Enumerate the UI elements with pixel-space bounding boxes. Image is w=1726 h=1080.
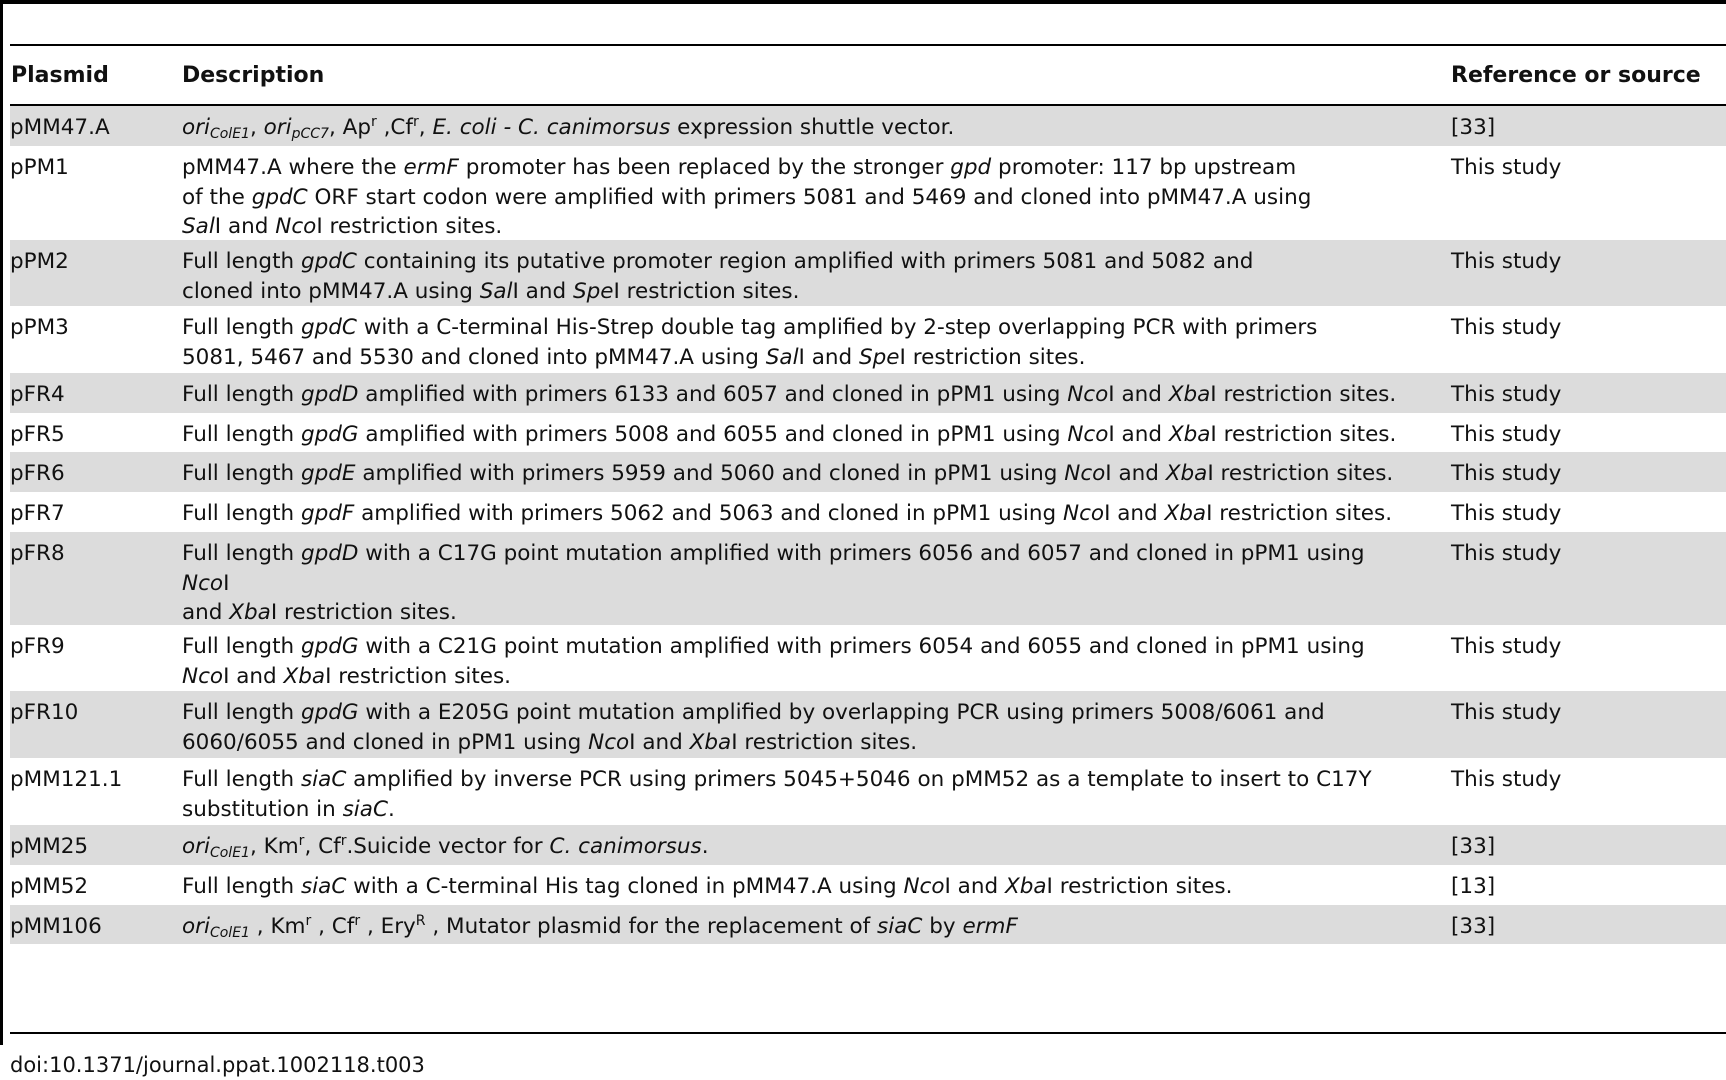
description-segment: gpdG: [300, 422, 359, 447]
description-segment: Xba: [229, 600, 271, 625]
description-segment: with a C17G point mutation amplified with primers 6056 and 6057 and cloned in pPM1 using: [358, 541, 1365, 566]
description-segment: gpdF: [300, 501, 355, 526]
plasmid-cell: pFR8: [10, 541, 65, 566]
description-segment: I and: [944, 874, 1005, 899]
description-line: [182, 912, 1018, 942]
reference-cell: This study: [1451, 382, 1562, 407]
description-segment: ,: [418, 115, 433, 140]
description-segment: Full length: [182, 249, 301, 274]
description-segment: containing its putative promoter region amplified with primers 5081 and 5082 and: [356, 249, 1254, 274]
plasmid-cell: pFR4: [10, 382, 65, 407]
description-segment: I: [223, 570, 230, 596]
description-segment: Full length: [182, 501, 301, 526]
description-segment: Nco: [588, 729, 630, 755]
description-line: [182, 872, 1232, 902]
description-segment: with a C-terminal His-Strep double tag amplified by 2-step overlapping PCR with primers: [356, 315, 1318, 340]
header-top-rule: [10, 44, 1726, 46]
description-segment: with a E205G point mutation amplified by overlapping PCR using primers 5008/6061 and: [358, 700, 1325, 725]
reference-cell: This study: [1451, 634, 1562, 659]
description-segment: siaC: [300, 874, 347, 899]
reference-cell: [33]: [1451, 834, 1496, 859]
description-segment: pCC7: [291, 126, 329, 142]
reference-cell: [33]: [1451, 115, 1496, 140]
description-line: [182, 598, 1365, 628]
doi-footer: doi:10.1371/journal.ppat.1002118.t003: [10, 1053, 425, 1077]
description-segment: I restriction sites.: [1210, 382, 1397, 407]
description-segment: gpdC: [300, 249, 357, 274]
description-segment: I restriction sites.: [1207, 461, 1394, 486]
description-cell: [182, 539, 1365, 628]
description-segment: Nco: [903, 874, 945, 899]
description-segment: , Ery: [360, 914, 416, 939]
plasmid-cell: pFR7: [10, 501, 65, 526]
description-cell: [182, 420, 1396, 450]
description-segment: I and: [1108, 422, 1169, 447]
description-segment: gpdD: [300, 382, 359, 407]
description-segment: , Cf: [311, 914, 355, 939]
description-segment: ORF start codon were amplified with primers 5081 and 5469 and cloned into pMM47.A using: [307, 184, 1312, 210]
reference-cell: This study: [1451, 155, 1562, 180]
description-segment: pMM47.A where the: [182, 155, 404, 180]
description-segment: Full length: [182, 315, 301, 340]
description-line: [182, 832, 709, 862]
plasmid-cell: pMM52: [10, 874, 89, 899]
table-row: [10, 306, 1726, 373]
description-segment: r: [305, 913, 312, 929]
description-line: [182, 632, 1365, 662]
description-segment: ColE1: [209, 126, 250, 142]
description-segment: with a C-terminal His tag cloned in pMM47.A using: [346, 874, 904, 899]
description-segment: gpdC: [300, 315, 357, 340]
description-segment: E. coli - C. canimorsus: [432, 115, 671, 140]
table-row: [10, 825, 1726, 865]
description-segment: by: [922, 914, 963, 939]
description-cell: [182, 153, 1311, 242]
reference-cell: [13]: [1451, 874, 1496, 899]
description-segment: Sal: [765, 344, 799, 370]
description-segment: ColE1: [209, 925, 250, 941]
description-segment: Nco: [182, 570, 224, 596]
description-segment: siaC: [300, 767, 347, 792]
description-segment: ori: [263, 115, 292, 140]
reference-cell: This study: [1451, 249, 1562, 274]
description-segment: and: [182, 600, 230, 625]
description-cell: [182, 912, 1018, 942]
description-segment: ori: [182, 834, 210, 859]
description-line: [182, 380, 1396, 410]
description-segment: Spe: [572, 278, 614, 304]
description-segment: , Km: [249, 834, 299, 859]
table-row: [10, 532, 1726, 625]
description-segment: I and: [629, 729, 690, 755]
table-bottom-rule: [10, 1032, 1726, 1034]
description-segment: r: [298, 833, 305, 849]
plasmid-cell: pFR10: [10, 700, 79, 725]
description-segment: I and: [1104, 501, 1165, 526]
description-segment: r: [340, 833, 347, 849]
table-row: [10, 373, 1726, 413]
table-row: [10, 691, 1726, 758]
plasmid-cell: pMM25: [10, 834, 89, 859]
plasmid-cell: pMM106: [10, 914, 102, 939]
description-segment: I restriction sites.: [325, 663, 512, 689]
left-border: [0, 0, 3, 1045]
reference-cell: [33]: [1451, 914, 1496, 939]
plasmid-cell: pFR5: [10, 422, 65, 447]
description-segment: gpdE: [300, 461, 356, 486]
description-segment: R: [415, 913, 426, 929]
description-segment: , Cf: [304, 834, 341, 859]
table-body: [10, 106, 1726, 944]
description-segment: siaC: [877, 914, 923, 939]
description-cell: [182, 380, 1396, 410]
reference-cell: This study: [1451, 501, 1562, 526]
description-segment: I restriction sites.: [270, 600, 457, 625]
description-segment: .: [701, 834, 709, 859]
plasmid-cell: pMM121.1: [10, 767, 123, 792]
top-rule: [0, 0, 1726, 4]
description-cell: [182, 632, 1365, 691]
description-segment: expression shuttle vector.: [670, 115, 955, 140]
description-cell: [182, 459, 1393, 489]
reference-cell: This study: [1451, 700, 1562, 725]
description-segment: Full length: [182, 461, 301, 486]
description-segment: siaC: [342, 796, 388, 822]
table-row: [10, 492, 1726, 532]
plasmid-cell: pPM1: [10, 155, 69, 180]
description-segment: Xba: [1168, 382, 1211, 407]
description-segment: Nco: [1067, 422, 1109, 447]
description-segment: Nco: [182, 663, 224, 689]
description-segment: Sal: [182, 214, 215, 239]
description-line: [182, 662, 1365, 692]
description-segment: .Suicide vector for: [346, 834, 550, 859]
table-row: [10, 865, 1726, 905]
table-row: [10, 905, 1726, 944]
description-segment: Full length: [182, 634, 301, 659]
description-segment: r: [413, 114, 419, 130]
description-line: [182, 459, 1393, 489]
table-row: [10, 452, 1726, 492]
description-segment: 5081, 5467 and 5530 and cloned into pMM47.A using: [182, 344, 766, 370]
table-row: [10, 106, 1726, 146]
description-segment: r: [370, 114, 377, 130]
description-segment: amplified with primers 5062 and 5063 and cloned in pPM1 using: [354, 501, 1064, 526]
description-segment: , Km: [249, 914, 306, 939]
description-segment: I restriction sites.: [899, 344, 1086, 370]
description-cell: [182, 313, 1317, 372]
description-line: [182, 313, 1317, 343]
description-segment: , Ap: [328, 115, 371, 140]
description-segment: Xba: [283, 663, 326, 689]
header-reference: Reference or source: [1451, 63, 1701, 88]
description-segment: gpdG: [300, 634, 359, 659]
description-cell: [182, 872, 1232, 902]
description-segment: Full length: [182, 767, 301, 792]
description-segment: amplified with primers 5959 and 5060 and cloned in pPM1 using: [355, 461, 1065, 486]
description-segment: promoter has been replaced by the stronger: [458, 155, 951, 180]
header-description: Description: [182, 63, 325, 88]
description-segment: C. canimorsus: [549, 834, 702, 859]
description-line: [182, 212, 1311, 242]
description-segment: I restriction sites.: [731, 729, 918, 755]
description-segment: Xba: [1165, 461, 1208, 486]
description-segment: Nco: [275, 214, 317, 239]
description-segment: I and: [798, 344, 860, 370]
description-segment: ori: [182, 914, 210, 939]
description-segment: ermF: [962, 914, 1018, 939]
description-line: [182, 569, 1365, 599]
description-segment: ,: [249, 115, 264, 140]
description-line: [182, 728, 1325, 758]
description-segment: ori: [182, 115, 210, 140]
reference-cell: This study: [1451, 767, 1562, 792]
description-segment: Nco: [1067, 382, 1109, 407]
description-segment: substitution in: [182, 796, 343, 822]
description-line: [182, 343, 1317, 373]
description-segment: I restriction sites.: [1046, 874, 1233, 899]
description-segment: gpd: [950, 155, 992, 180]
description-line: [182, 420, 1396, 450]
table-row: [10, 240, 1726, 306]
description-segment: I and: [223, 663, 284, 689]
description-segment: ,Cf: [376, 115, 413, 140]
description-segment: ColE1: [209, 845, 250, 861]
reference-cell: This study: [1451, 461, 1562, 486]
description-segment: Xba: [1168, 422, 1211, 447]
description-cell: [182, 698, 1325, 757]
description-segment: Full length: [182, 541, 301, 566]
plasmid-cell: pPM2: [10, 249, 69, 274]
description-cell: [182, 113, 954, 143]
description-segment: of the: [182, 184, 252, 210]
table-row: [10, 625, 1726, 691]
description-line: [182, 795, 1372, 825]
reference-cell: This study: [1451, 422, 1562, 447]
description-segment: ermF: [403, 155, 459, 180]
description-cell: [182, 499, 1392, 529]
table-row: [10, 413, 1726, 452]
table-row: [10, 758, 1726, 825]
description-segment: gpdG: [300, 700, 359, 725]
description-segment: gpdC: [251, 184, 308, 210]
description-segment: Full length: [182, 382, 301, 407]
description-cell: [182, 765, 1372, 824]
description-line: [182, 765, 1372, 795]
description-segment: Xba: [689, 729, 732, 755]
description-segment: promoter: 117 bp upstream: [991, 155, 1297, 180]
description-segment: with a C21G point mutation amplified with primers 6054 and 6055 and cloned in pPM1 using: [358, 634, 1365, 659]
description-segment: I and: [512, 278, 573, 304]
description-line: [182, 499, 1392, 529]
description-segment: amplified with primers 6133 and 6057 and cloned in pPM1 using: [358, 382, 1068, 407]
description-cell: [182, 832, 709, 862]
description-line: [182, 153, 1311, 183]
description-segment: I and: [214, 214, 276, 239]
description-segment: , Mutator plasmid for the replacement of: [425, 914, 878, 939]
description-line: [182, 183, 1311, 213]
description-segment: gpdD: [300, 541, 359, 566]
description-segment: I and: [1105, 461, 1166, 486]
description-segment: amplified with primers 5008 and 6055 and cloned in pPM1 using: [358, 422, 1068, 447]
reference-cell: This study: [1451, 315, 1562, 340]
description-segment: I and: [1108, 382, 1169, 407]
description-segment: Full length: [182, 874, 301, 899]
description-segment: I restriction sites.: [613, 278, 800, 304]
plasmid-cell: pFR6: [10, 461, 65, 486]
table-row: [10, 146, 1726, 240]
description-segment: I restriction sites.: [1206, 501, 1393, 526]
description-cell: [182, 247, 1253, 306]
description-segment: amplified by inverse PCR using primers 5045+5046 on pMM52 as a template to insert to C17Y: [346, 767, 1372, 792]
header-plasmid: Plasmid: [11, 63, 109, 88]
plasmid-cell: pMM47.A: [10, 115, 110, 140]
description-line: [182, 247, 1253, 277]
plasmid-cell: pFR9: [10, 634, 65, 659]
plasmid-cell: pPM3: [10, 315, 69, 340]
description-line: [182, 277, 1253, 307]
description-segment: Full length: [182, 422, 301, 447]
description-segment: Sal: [479, 278, 513, 304]
description-segment: Full length: [182, 700, 301, 725]
description-segment: Spe: [859, 344, 900, 370]
description-segment: r: [354, 913, 361, 929]
description-line: [182, 539, 1365, 569]
description-segment: I restriction sites.: [1210, 422, 1397, 447]
description-segment: Nco: [1063, 501, 1105, 526]
reference-cell: This study: [1451, 541, 1562, 566]
description-segment: Xba: [1004, 874, 1047, 899]
description-segment: 6060/6055 and cloned in pPM1 using: [182, 729, 589, 755]
description-segment: .: [387, 796, 395, 822]
description-segment: Nco: [1064, 461, 1106, 486]
description-segment: Xba: [1164, 501, 1207, 526]
description-segment: I restriction sites.: [316, 214, 503, 239]
description-segment: cloned into pMM47.A using: [182, 278, 480, 304]
description-line: [182, 698, 1325, 728]
description-line: [182, 113, 954, 143]
